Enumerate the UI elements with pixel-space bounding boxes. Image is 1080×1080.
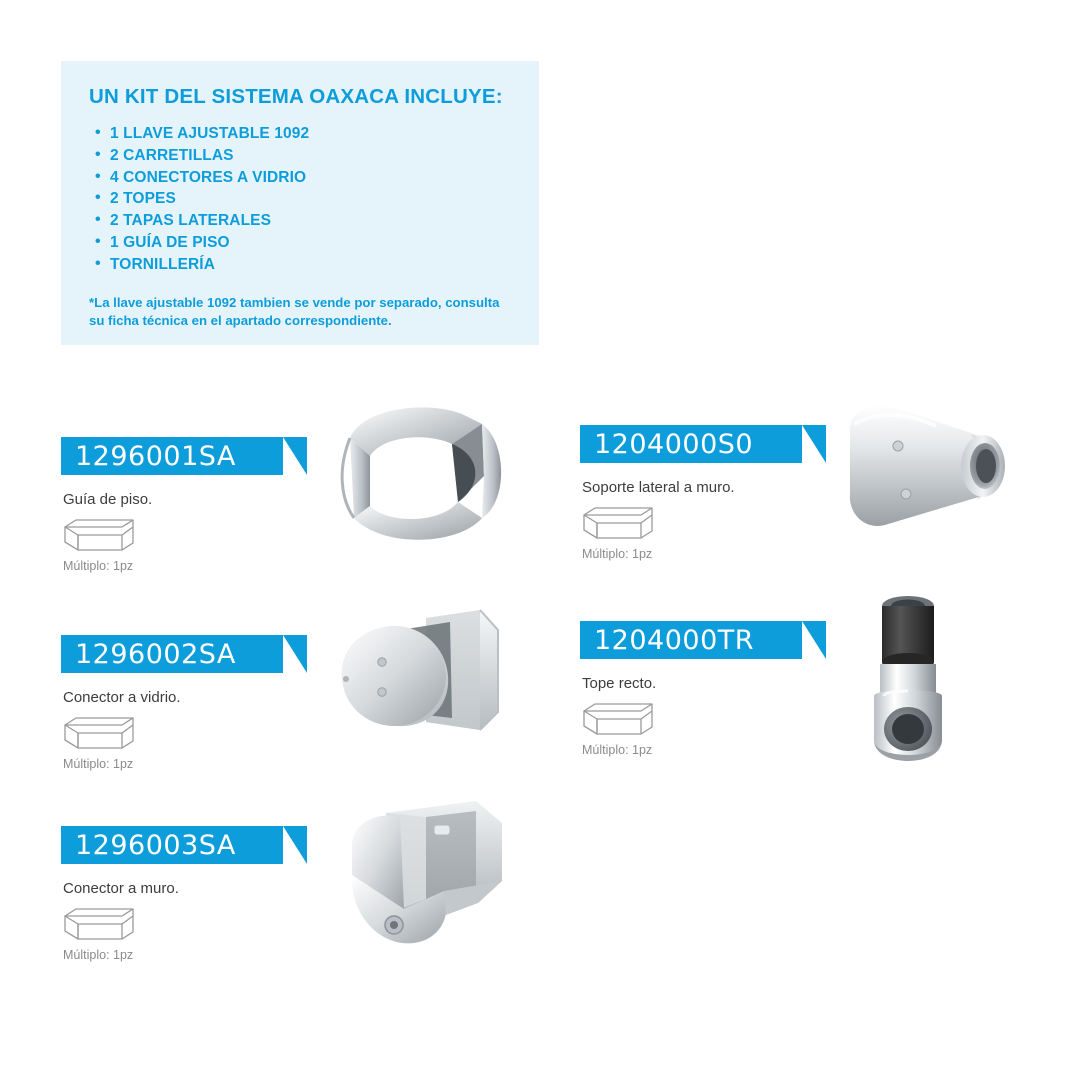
product-multiple-row <box>582 702 802 757</box>
product-multiple-label: Múltiplo: 1pz <box>582 547 653 561</box>
kit-title: UN KIT DEL SISTEMA OAXACA INCLUYE: <box>89 85 503 108</box>
list-item: • 1 GUÍA DE PISO <box>89 232 511 254</box>
product-entry-1296001sa <box>61 437 283 573</box>
straight-stopper-render <box>860 592 990 792</box>
product-multiple-row <box>582 506 802 561</box>
product-code-banner <box>580 621 802 659</box>
product-multiple-row <box>63 518 283 573</box>
product-description: Conector a vidrio. <box>63 689 181 706</box>
product-multiple-label: Múltiplo: 1pz <box>63 948 134 962</box>
product-multiple-label: Múltiplo: 1pz <box>63 559 134 573</box>
box-icon <box>63 518 135 552</box>
box-icon <box>582 506 654 540</box>
glass-connector-render <box>330 600 530 760</box>
box-icon <box>582 702 654 736</box>
product-description: Guía de piso. <box>63 491 153 508</box>
product-code: 1296002SA <box>75 638 236 670</box>
list-item: • 2 TOPES <box>89 188 511 210</box>
product-code-banner <box>61 826 283 864</box>
list-item: • TORNILLERÍA <box>89 254 511 276</box>
product-entry-1296002sa <box>61 635 283 771</box>
product-code-banner <box>580 425 802 463</box>
list-item: • 4 CONECTORES A VIDRIO <box>89 167 511 189</box>
product-code: 1204000S0 <box>594 428 754 460</box>
product-code-banner <box>61 635 283 673</box>
list-item: • 2 TAPAS LATERALES <box>89 210 511 232</box>
product-description: Soporte lateral a muro. <box>582 479 735 496</box>
product-entry-1204000tr <box>580 621 802 757</box>
product-code-banner <box>61 437 283 475</box>
product-multiple-label: Múltiplo: 1pz <box>63 757 134 771</box>
product-multiple-row <box>63 907 283 962</box>
product-multiple-row <box>63 716 283 771</box>
product-code: 1204000TR <box>594 624 755 656</box>
list-item: • 1 LLAVE AJUSTABLE 1092 <box>89 123 511 145</box>
product-multiple-label: Múltiplo: 1pz <box>582 743 653 757</box>
product-code: 1296001SA <box>75 440 236 472</box>
kit-contents-box <box>61 61 539 345</box>
kit-item-list <box>89 123 511 276</box>
product-entry-1204000s0 <box>580 425 802 561</box>
list-item: • 2 CARRETILLAS <box>89 145 511 167</box>
box-icon <box>63 716 135 750</box>
product-code: 1296003SA <box>75 829 236 861</box>
product-description: Conector a muro. <box>63 880 179 897</box>
kit-footnote: *La llave ajustable 1092 tambien se vende por separado, consulta su ficha técnica en el apartado correspondiente. <box>89 294 500 329</box>
box-icon <box>63 907 135 941</box>
wall-connector-render <box>330 795 530 965</box>
product-entry-1296003sa <box>61 826 283 962</box>
lateral-wall-support-render <box>840 398 1040 548</box>
glass-floor-guide-render <box>332 398 532 568</box>
product-description: Tope recto. <box>582 675 657 692</box>
